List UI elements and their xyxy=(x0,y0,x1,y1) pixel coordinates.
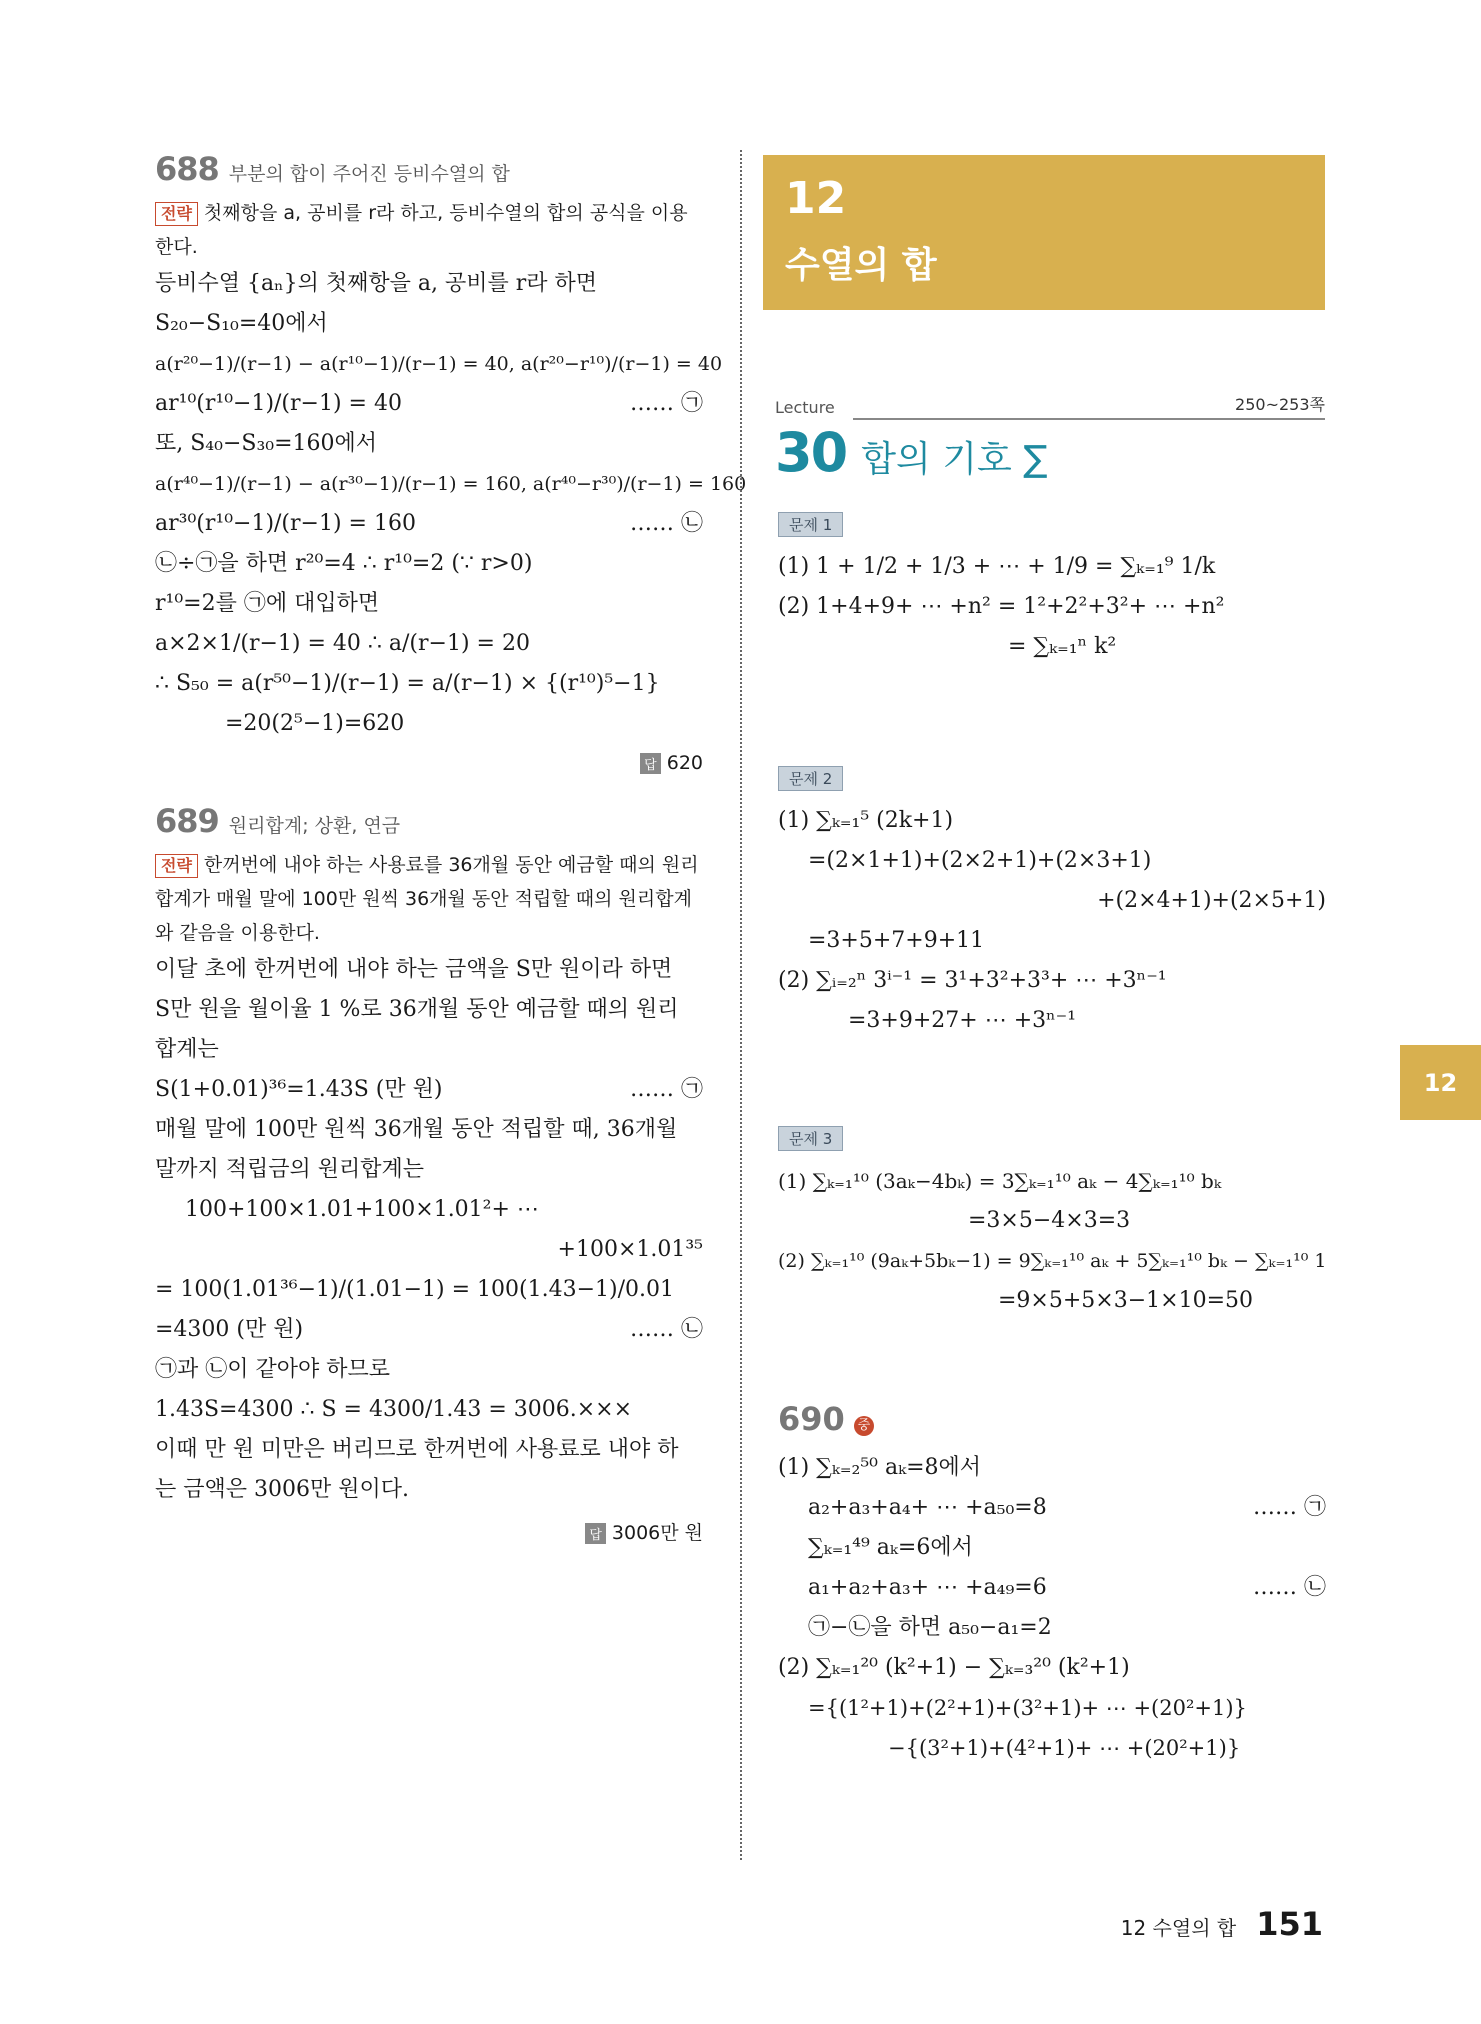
strategy-tag: 전략 xyxy=(155,854,198,878)
page-footer xyxy=(1121,1905,1323,1943)
equation-mark: …… ㉠ xyxy=(630,391,703,416)
equation-mark: …… ㉡ xyxy=(630,1317,703,1342)
solution-line: (1) ∑ₖ₌₂⁵⁰ aₖ=8에서 xyxy=(778,1455,982,1480)
lecture-pages: 250~253쪽 xyxy=(1235,395,1325,414)
left-column xyxy=(155,150,747,1573)
solution-line: 또, S₄₀−S₃₀=160에서 xyxy=(155,431,378,456)
chapter-title: 수열의 합 xyxy=(785,245,937,286)
solution-line-with-mark xyxy=(778,1488,1326,1528)
footer-chapter: 12 수열의 합 xyxy=(1120,1916,1237,1940)
solution-line: ={(1²+1)+(2²+1)+(3²+1)+ ⋯ +(20²+1)} xyxy=(808,1696,1247,1720)
lecture-title: 합의 기호 ∑ xyxy=(861,439,1048,480)
solution-line: ∑ₖ₌₁⁴⁹ aₖ=6에서 xyxy=(808,1535,973,1560)
question-line: (2) 1+4+9+ ⋯ +n² = 1²+2²+3²+ ⋯ +n² xyxy=(778,594,1225,619)
solution-line: =20(2⁵−1)=620 xyxy=(225,711,405,736)
problem-number: 690 xyxy=(778,1400,845,1438)
solution-line-with-mark xyxy=(778,1568,1326,1608)
question-tag: 문제 2 xyxy=(778,766,843,791)
chapter-number: 12 xyxy=(785,173,847,224)
equation: ar¹⁰(r¹⁰−1)/(r−1) = 40 xyxy=(155,391,402,416)
problem-690 xyxy=(778,1400,1326,1768)
question-1 xyxy=(778,488,1326,667)
chapter-side-tab: 12 xyxy=(1400,1045,1481,1120)
solution-line: S만 원을 월이율 1 %로 36개월 동안 예금할 때의 원리 xyxy=(155,997,679,1022)
answer xyxy=(155,1518,703,1545)
lecture-rule xyxy=(853,418,1325,420)
solution-line-with-mark xyxy=(155,1070,703,1110)
solution-line: 이달 초에 한꺼번에 내야 하는 금액을 S만 원이라 하면 xyxy=(155,957,673,982)
equation: a₂+a₃+a₄+ ⋯ +a₅₀=8 xyxy=(808,1495,1047,1520)
question-line: = ∑ₖ₌₁ⁿ k² xyxy=(1008,634,1117,659)
answer-tag: 답 xyxy=(640,753,661,774)
answer-value: 620 xyxy=(666,752,703,774)
equation: =4300 (만 원) xyxy=(155,1317,304,1342)
strategy-text: 첫째항을 a, 공비를 r라 하고, 등비수열의 합의 공식을 이용한다. xyxy=(155,202,688,258)
problem-688-header xyxy=(155,150,703,188)
question-line: (2) ∑ₖ₌₁¹⁰ (9aₖ+5bₖ−1) = 9∑ₖ₌₁¹⁰ aₖ + 5∑ₖ₌₁¹⁰ bₖ − ∑ₖ₌₁¹⁰ 1 xyxy=(778,1250,1327,1272)
equation: S(1+0.01)³⁶=1.43S (만 원) xyxy=(155,1077,443,1102)
question-line: =3+9+27+ ⋯ +3ⁿ⁻¹ xyxy=(848,1008,1077,1033)
solution-line: r¹⁰=2를 ㉠에 대입하면 xyxy=(155,591,380,616)
solution-line: S₂₀−S₁₀=40에서 xyxy=(155,311,328,336)
solution-line-with-mark xyxy=(155,384,703,424)
question-line: =9×5+5×3−1×10=50 xyxy=(998,1288,1254,1313)
answer-tag: 답 xyxy=(585,1523,606,1544)
solution-line: 는 금액은 3006만 원이다. xyxy=(155,1477,409,1502)
solution-line-with-mark xyxy=(155,504,703,544)
equation: ar³⁰(r¹⁰−1)/(r−1) = 160 xyxy=(155,511,416,536)
equation-mark: …… ㉠ xyxy=(630,1077,703,1102)
solution-line: a(r²⁰−1)/(r−1) − a(r¹⁰−1)/(r−1) = 40, a(r²⁰−r¹⁰)/(r−1) = 40 xyxy=(155,353,723,375)
chapter-banner xyxy=(763,155,1325,310)
question-2 xyxy=(778,740,1326,1041)
question-3 xyxy=(778,1100,1326,1321)
solution-line-with-mark xyxy=(155,1310,703,1350)
equation-mark: …… ㉠ xyxy=(1253,1495,1326,1520)
problem-689-header xyxy=(155,802,703,840)
solution-line: ㉠−㉡을 하면 a₅₀−a₁=2 xyxy=(808,1615,1052,1640)
question-line: (2) ∑ᵢ₌₂ⁿ 3ⁱ⁻¹ = 3¹+3²+3³+ ⋯ +3ⁿ⁻¹ xyxy=(778,968,1167,993)
solution-line: 매월 말에 100만 원씩 36개월 동안 적립할 때, 36개월 xyxy=(155,1117,678,1142)
question-line: +(2×4+1)+(2×5+1) xyxy=(1097,888,1326,913)
solution-line: a(r⁴⁰−1)/(r−1) − a(r³⁰−1)/(r−1) = 160, a(r⁴⁰−r³⁰)/(r−1) = 160 xyxy=(155,473,747,495)
page-number: 151 xyxy=(1256,1905,1323,1943)
lecture-header xyxy=(775,395,1325,484)
question-tag: 문제 1 xyxy=(778,512,843,537)
column-divider xyxy=(740,150,742,1860)
solution-line: ㉡÷㉠을 하면 r²⁰=4 ∴ r¹⁰=2 (∵ r>0) xyxy=(155,551,533,576)
equation: a₁+a₂+a₃+ ⋯ +a₄₉=6 xyxy=(808,1575,1047,1600)
solution-line: 1.43S=4300 ∴ S = 4300/1.43 = 3006.××× xyxy=(155,1397,633,1422)
strategy xyxy=(155,848,703,950)
solution-line: 이때 만 원 미만은 버리므로 한꺼번에 사용료로 내야 하 xyxy=(155,1437,679,1462)
solution-line: ㉠과 ㉡이 같아야 하므로 xyxy=(155,1357,390,1382)
lecture-number: 30 xyxy=(775,421,847,484)
question-line: (1) 1 + 1/2 + 1/3 + ⋯ + 1/9 = ∑ₖ₌₁⁹ 1/k xyxy=(778,554,1216,579)
question-tag: 문제 3 xyxy=(778,1126,843,1151)
solution-line: +100×1.01³⁵ xyxy=(557,1237,703,1262)
equation-mark: …… ㉡ xyxy=(1253,1575,1326,1600)
question-line: (1) ∑ₖ₌₁¹⁰ (3aₖ−4bₖ) = 3∑ₖ₌₁¹⁰ aₖ − 4∑ₖ₌₁¹⁰ bₖ xyxy=(778,1169,1222,1193)
answer-value: 3006만 원 xyxy=(611,1522,703,1544)
question-line: =(2×1+1)+(2×2+1)+(2×3+1) xyxy=(808,848,1152,873)
difficulty-badge: 중 xyxy=(854,1416,874,1436)
solution-line: 말까지 적립금의 원리합계는 xyxy=(155,1157,425,1182)
solution-line: −{(3²+1)+(4²+1)+ ⋯ +(20²+1)} xyxy=(888,1736,1241,1760)
solution-line: 합계는 xyxy=(155,1037,219,1062)
strategy-text: 한꺼번에 내야 하는 사용료를 36개월 동안 예금할 때의 원리합계가 매월 말에 100만 원씩 36개월 동안 적립할 때의 원리합계와 같음을 이용한다. xyxy=(155,854,699,944)
solution-line: 등비수열 {aₙ}의 첫째항을 a, 공비를 r라 하면 xyxy=(155,271,597,296)
solution-line: 100+100×1.01+100×1.01²+ ⋯ xyxy=(185,1197,539,1222)
question-line: (1) ∑ₖ₌₁⁵ (2k+1) xyxy=(778,808,954,833)
equation-mark: …… ㉡ xyxy=(630,511,703,536)
problem-title: 부분의 합이 주어진 등비수열의 합 xyxy=(228,163,510,185)
solution-line: = 100(1.01³⁶−1)/(1.01−1) = 100(1.43−1)/0.01 xyxy=(155,1277,675,1302)
problem-number: 689 xyxy=(155,802,219,840)
solution-line: a×2×1/(r−1) = 40 ∴ a/(r−1) = 20 xyxy=(155,631,530,656)
problem-title: 원리합계; 상환, 연금 xyxy=(228,815,401,837)
strategy-tag: 전략 xyxy=(155,202,198,226)
solution-line: (2) ∑ₖ₌₁²⁰ (k²+1) − ∑ₖ₌₃²⁰ (k²+1) xyxy=(778,1655,1130,1680)
question-line: =3+5+7+9+11 xyxy=(808,928,985,953)
problem-number: 688 xyxy=(155,150,219,188)
strategy xyxy=(155,196,703,264)
answer xyxy=(155,752,703,774)
lecture-label: Lecture xyxy=(775,398,835,417)
question-line: =3×5−4×3=3 xyxy=(968,1208,1131,1233)
solution-line: ∴ S₅₀ = a(r⁵⁰−1)/(r−1) = a/(r−1) × {(r¹⁰)⁵−1} xyxy=(155,671,660,696)
